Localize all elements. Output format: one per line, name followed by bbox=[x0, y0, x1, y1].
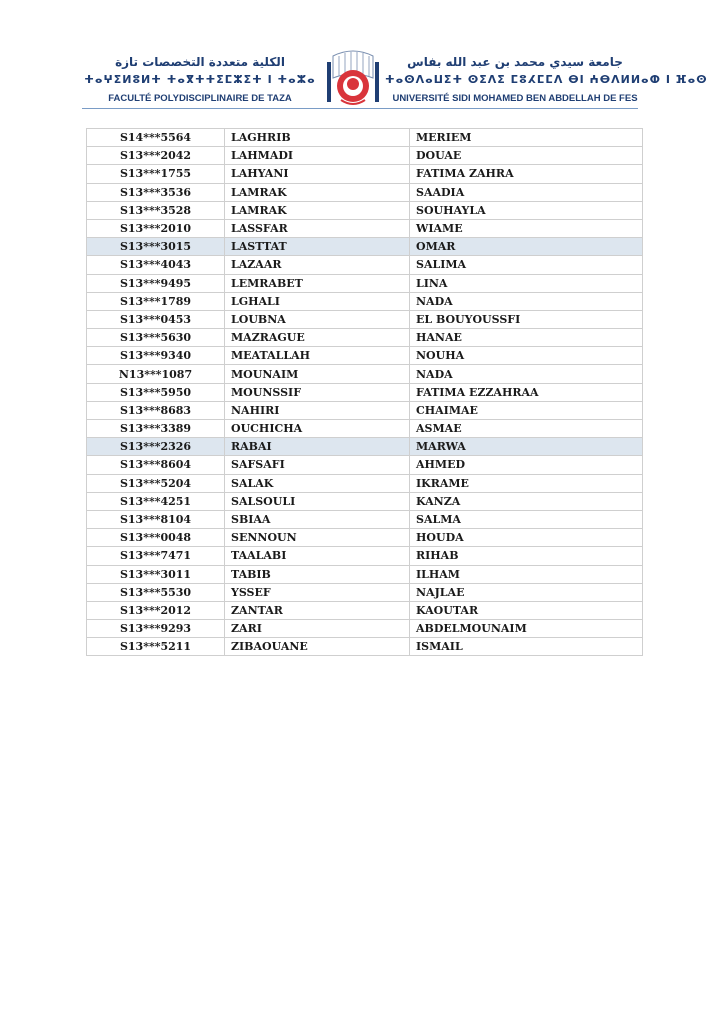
student-code-cell: S13***0048 bbox=[87, 529, 225, 547]
table-row bbox=[87, 183, 643, 201]
student-list-table bbox=[86, 128, 643, 656]
last-name-cell: MEATALLAH bbox=[225, 347, 410, 365]
first-name-cell: FATIMA EZZAHRAA bbox=[410, 383, 643, 401]
first-name-cell: EL BOUYOUSSFI bbox=[410, 310, 643, 328]
table-row bbox=[87, 165, 643, 183]
last-name-cell: TAALABI bbox=[225, 547, 410, 565]
student-code-cell: S13***1789 bbox=[87, 292, 225, 310]
table-row bbox=[87, 529, 643, 547]
first-name-cell: RIHAB bbox=[410, 547, 643, 565]
first-name-cell: NADA bbox=[410, 365, 643, 383]
student-code-cell: S13***3528 bbox=[87, 201, 225, 219]
student-code-cell: S13***9293 bbox=[87, 620, 225, 638]
table-row bbox=[87, 565, 643, 583]
document-header bbox=[0, 0, 724, 120]
last-name-cell: LAMRAK bbox=[225, 183, 410, 201]
last-name-cell: SENNOUN bbox=[225, 529, 410, 547]
first-name-cell: HANAE bbox=[410, 329, 643, 347]
student-code-cell: S13***8604 bbox=[87, 456, 225, 474]
first-name-cell: MARWA bbox=[410, 438, 643, 456]
table-row bbox=[87, 256, 643, 274]
last-name-cell: LAZAAR bbox=[225, 256, 410, 274]
last-name-cell: LGHALI bbox=[225, 292, 410, 310]
first-name-cell: ILHAM bbox=[410, 565, 643, 583]
first-name-cell: NAJLAE bbox=[410, 583, 643, 601]
first-name-cell: SALMA bbox=[410, 510, 643, 528]
table-row bbox=[87, 292, 643, 310]
student-code-cell: S13***7471 bbox=[87, 547, 225, 565]
last-name-cell: TABIB bbox=[225, 565, 410, 583]
table-row bbox=[87, 420, 643, 438]
student-code-cell: S13***3015 bbox=[87, 238, 225, 256]
last-name-cell: LAGHRIB bbox=[225, 129, 410, 147]
first-name-cell: MERIEM bbox=[410, 129, 643, 147]
last-name-cell: SAFSAFI bbox=[225, 456, 410, 474]
faculty-name-french: FACULTÉ POLYDISCIPLINAIRE DE TAZA bbox=[108, 93, 292, 104]
last-name-cell: OUCHICHA bbox=[225, 420, 410, 438]
first-name-cell: DOUAE bbox=[410, 147, 643, 165]
student-code-cell: S13***5204 bbox=[87, 474, 225, 492]
table-row bbox=[87, 601, 643, 619]
first-name-cell: OMAR bbox=[410, 238, 643, 256]
first-name-cell: NOUHA bbox=[410, 347, 643, 365]
last-name-cell: SBIAA bbox=[225, 510, 410, 528]
table-row bbox=[87, 329, 643, 347]
last-name-cell: LEMRABET bbox=[225, 274, 410, 292]
table-row bbox=[87, 401, 643, 419]
last-name-cell: MOUNAIM bbox=[225, 365, 410, 383]
first-name-cell: AHMED bbox=[410, 456, 643, 474]
table-row bbox=[87, 583, 643, 601]
first-name-cell: ISMAIL bbox=[410, 638, 643, 656]
table-row bbox=[87, 147, 643, 165]
last-name-cell: ZARI bbox=[225, 620, 410, 638]
last-name-cell: LASTTAT bbox=[225, 238, 410, 256]
university-logo-icon bbox=[325, 48, 381, 110]
last-name-cell: MOUNSSIF bbox=[225, 383, 410, 401]
first-name-cell: LINA bbox=[410, 274, 643, 292]
last-name-cell: SALSOULI bbox=[225, 492, 410, 510]
student-code-cell: S13***9340 bbox=[87, 347, 225, 365]
student-code-cell: S13***3011 bbox=[87, 565, 225, 583]
student-code-cell: S13***2042 bbox=[87, 147, 225, 165]
university-name-tifinagh: ⵜⴰⵙⴷⴰⵡⵉⵜ ⵙⵉⴷⵉ ⵎⵓⵃⵎⵎⴷ ⴱⵏ ⵄⴱⴷⵍⵍⴰⵀ ⵏ ⴼⴰⵙ bbox=[385, 73, 708, 86]
table-row bbox=[87, 238, 643, 256]
student-code-cell: S13***5530 bbox=[87, 583, 225, 601]
table-row bbox=[87, 474, 643, 492]
header-divider bbox=[82, 108, 638, 109]
student-code-cell: S13***5950 bbox=[87, 383, 225, 401]
first-name-cell: SOUHAYLA bbox=[410, 201, 643, 219]
student-code-cell: S13***5211 bbox=[87, 638, 225, 656]
student-code-cell: N13***1087 bbox=[87, 365, 225, 383]
student-code-cell: S13***2010 bbox=[87, 219, 225, 237]
student-code-cell: S13***2012 bbox=[87, 601, 225, 619]
first-name-cell: KANZA bbox=[410, 492, 643, 510]
last-name-cell: LAHMADI bbox=[225, 147, 410, 165]
faculty-name-arabic: الكلية متعددة التخصصات تازة bbox=[115, 55, 285, 69]
first-name-cell: WIAME bbox=[410, 219, 643, 237]
first-name-cell: SALIMA bbox=[410, 256, 643, 274]
student-code-cell: S13***0453 bbox=[87, 310, 225, 328]
first-name-cell: ASMAE bbox=[410, 420, 643, 438]
faculty-name-tifinagh: ⵜⴰⵖⵉⵍⵓⵍⵜ ⵜⴰⴳⵜⵜⵉⵎⵣⵉⵜ ⵏ ⵜⴰⵣⴰ bbox=[84, 73, 316, 86]
student-code-cell: S13***4043 bbox=[87, 256, 225, 274]
last-name-cell: ZIBAOUANE bbox=[225, 638, 410, 656]
table-row bbox=[87, 438, 643, 456]
university-name-french: UNIVERSITÉ SIDI MOHAMED BEN ABDELLAH DE FES bbox=[392, 93, 638, 104]
last-name-cell: YSSEF bbox=[225, 583, 410, 601]
last-name-cell: RABAI bbox=[225, 438, 410, 456]
student-code-cell: S13***8104 bbox=[87, 510, 225, 528]
table-row bbox=[87, 383, 643, 401]
last-name-cell: LOUBNA bbox=[225, 310, 410, 328]
table-row bbox=[87, 510, 643, 528]
table-row bbox=[87, 547, 643, 565]
last-name-cell: ZANTAR bbox=[225, 601, 410, 619]
table-row bbox=[87, 492, 643, 510]
table-row bbox=[87, 347, 643, 365]
student-code-cell: S13***2326 bbox=[87, 438, 225, 456]
last-name-cell: LAMRAK bbox=[225, 201, 410, 219]
first-name-cell: ABDELMOUNAIM bbox=[410, 620, 643, 638]
table-row bbox=[87, 310, 643, 328]
student-list-body bbox=[87, 129, 643, 656]
table-row bbox=[87, 365, 643, 383]
student-code-cell: S13***4251 bbox=[87, 492, 225, 510]
table-row bbox=[87, 201, 643, 219]
student-code-cell: S13***5630 bbox=[87, 329, 225, 347]
last-name-cell: LASSFAR bbox=[225, 219, 410, 237]
first-name-cell: NADA bbox=[410, 292, 643, 310]
last-name-cell: NAHIRI bbox=[225, 401, 410, 419]
last-name-cell: LAHYANI bbox=[225, 165, 410, 183]
last-name-cell: SALAK bbox=[225, 474, 410, 492]
first-name-cell: KAOUTAR bbox=[410, 601, 643, 619]
student-code-cell: S13***8683 bbox=[87, 401, 225, 419]
student-code-cell: S13***3536 bbox=[87, 183, 225, 201]
table-row bbox=[87, 638, 643, 656]
first-name-cell: IKRAME bbox=[410, 474, 643, 492]
table-row bbox=[87, 129, 643, 147]
last-name-cell: MAZRAGUE bbox=[225, 329, 410, 347]
first-name-cell: FATIMA ZAHRA bbox=[410, 165, 643, 183]
student-code-cell: S14***5564 bbox=[87, 129, 225, 147]
university-name-arabic: جامعة سيدي محمد بن عبد الله بفاس bbox=[407, 55, 623, 69]
student-code-cell: S13***1755 bbox=[87, 165, 225, 183]
student-code-cell: S13***3389 bbox=[87, 420, 225, 438]
table-row bbox=[87, 456, 643, 474]
first-name-cell: HOUDA bbox=[410, 529, 643, 547]
first-name-cell: CHAIMAE bbox=[410, 401, 643, 419]
first-name-cell: SAADIA bbox=[410, 183, 643, 201]
table-row bbox=[87, 620, 643, 638]
table-row bbox=[87, 274, 643, 292]
student-code-cell: S13***9495 bbox=[87, 274, 225, 292]
table-row bbox=[87, 219, 643, 237]
